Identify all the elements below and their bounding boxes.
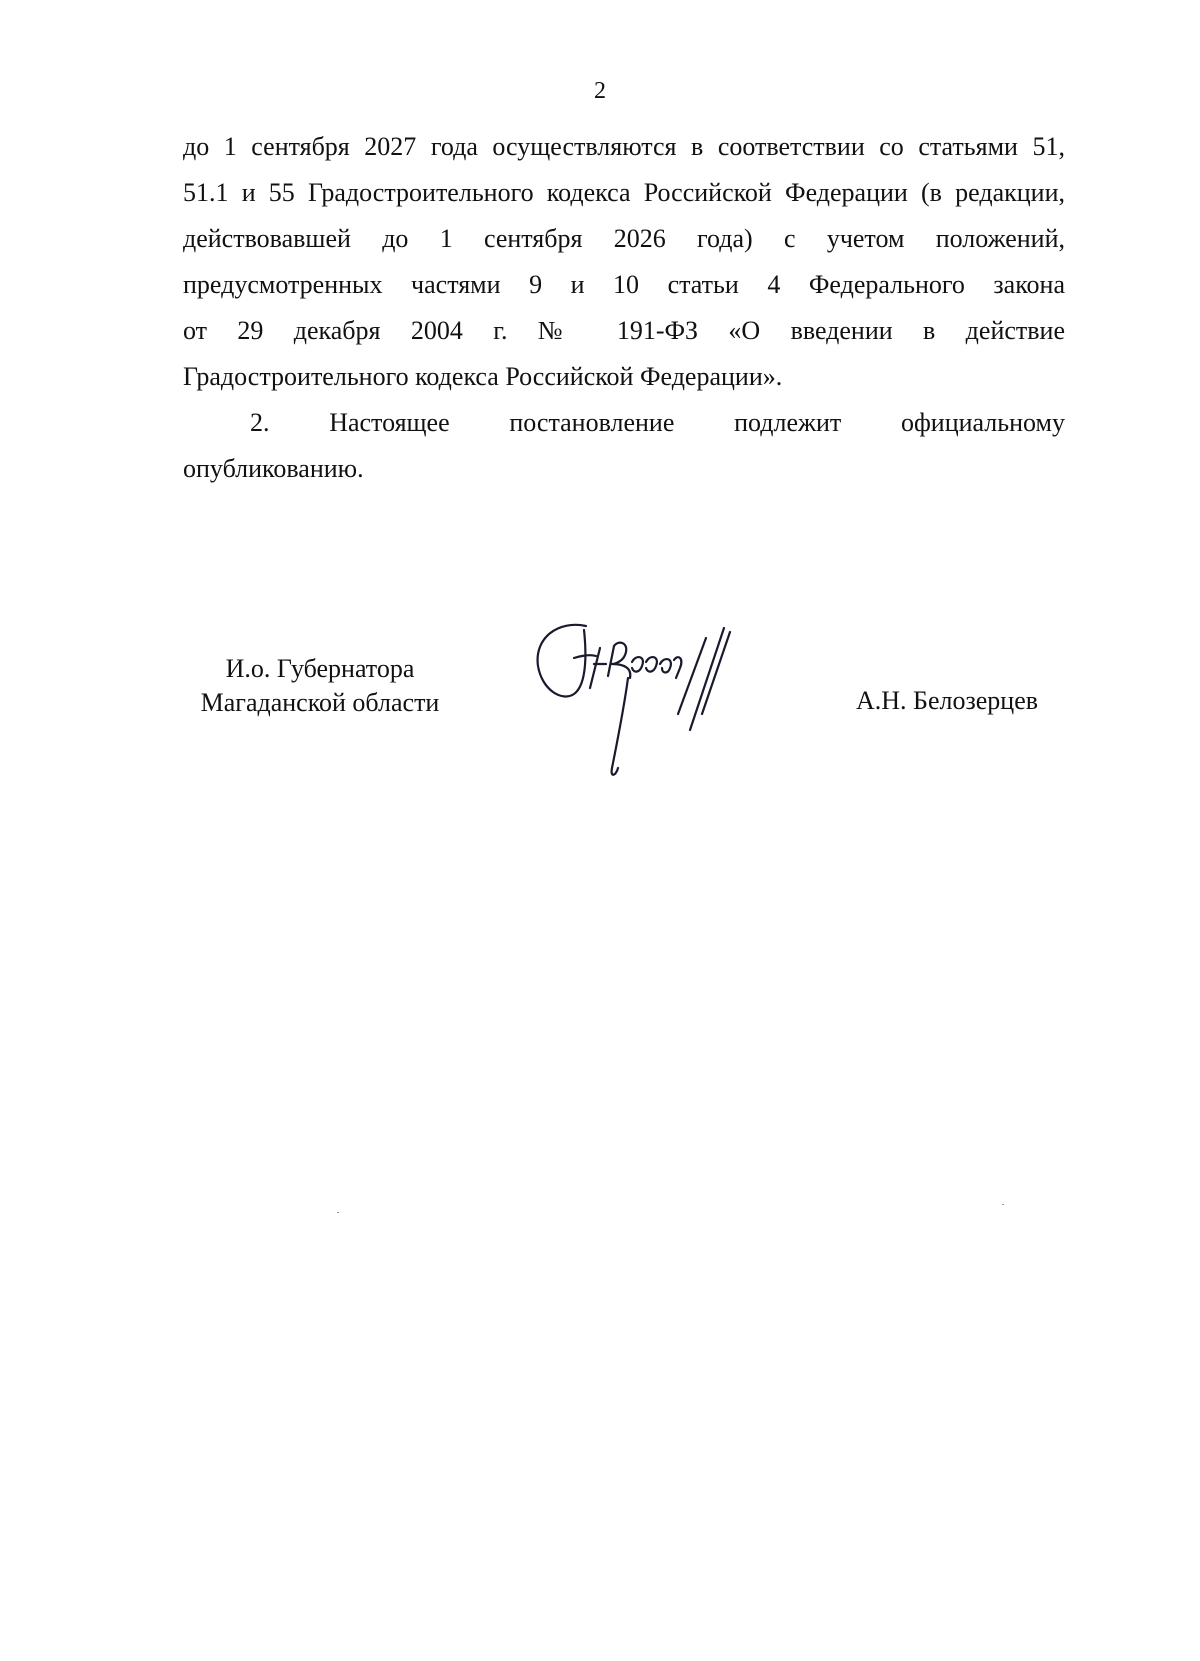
paragraph-line: опубликованию. — [183, 454, 364, 483]
paragraph-line: до 1 сентября 2027 года осуществляются в соответствии со статьями 51, — [183, 132, 1065, 161]
paragraph-line: 51.1 и 55 Градостроительного кодекса Российской Федерации (в редакции, — [183, 178, 1065, 207]
signatory-title-line: И.о. Губернатора — [225, 654, 415, 683]
paragraph-line: предусмотренных частями 9 и 10 статьи 4 Федерального закона — [183, 270, 1065, 299]
paragraph-line: Градостроительного кодекса Российской Федерации». — [183, 362, 783, 391]
scan-speck — [1002, 1204, 1004, 1205]
signatory-name: А.Н. Белозерцев — [856, 686, 1039, 715]
paragraph-line: действовавшей до 1 сентября 2026 года) с учетом положений, — [183, 224, 1065, 253]
signatory-title — [185, 652, 455, 720]
handwritten-signature — [528, 618, 768, 798]
paragraph-line: от 29 декабря 2004 г. № 191-ФЗ «О введении в действие — [183, 316, 1065, 345]
signatory-title-line: Магаданской области — [200, 688, 440, 717]
scan-speck — [337, 1212, 339, 1213]
paragraph-line: 2. Настоящее постановление подлежит официальному — [250, 408, 1065, 437]
page-number: 2 — [594, 78, 606, 104]
